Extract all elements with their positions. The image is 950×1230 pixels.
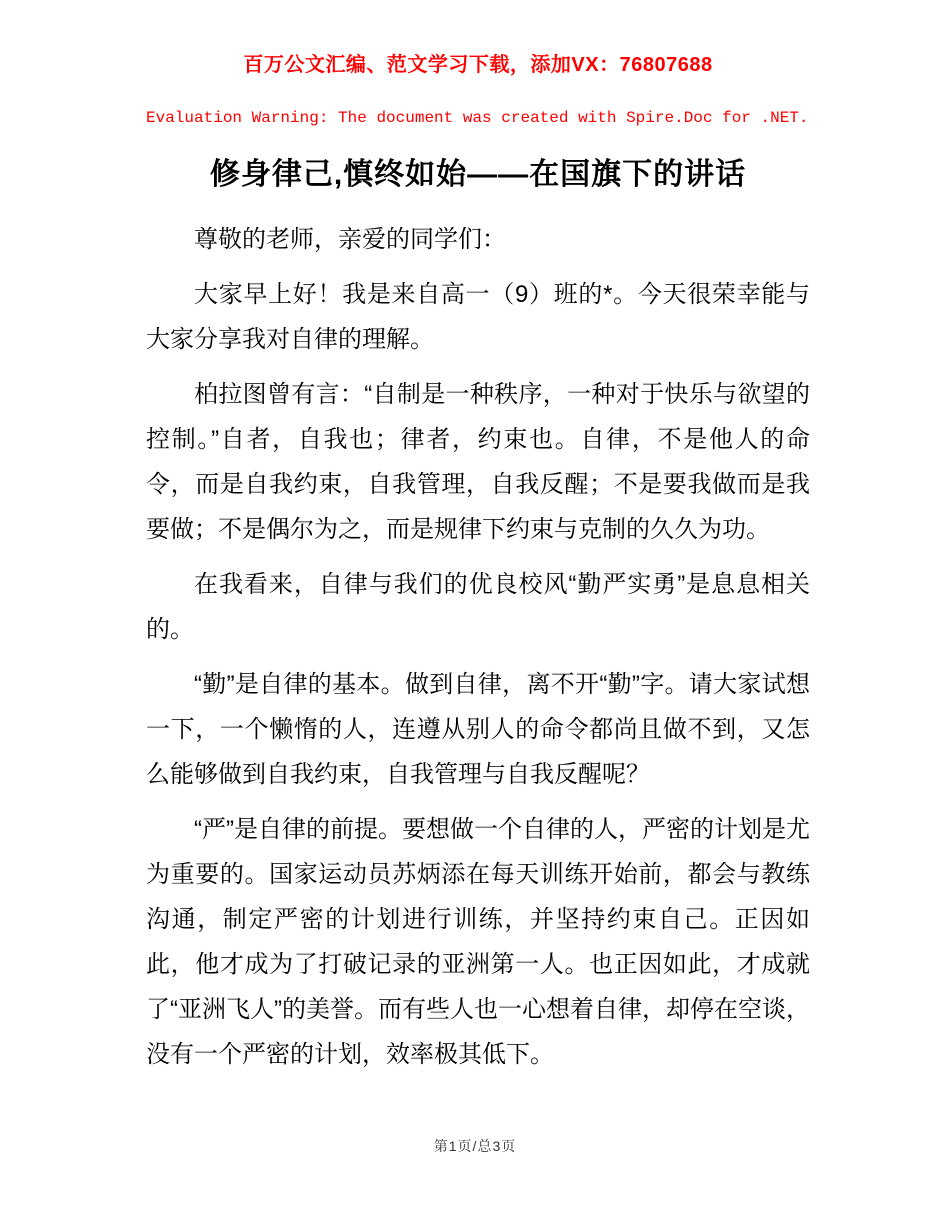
paragraph-school-motto: 在我看来，自律与我们的优良校风“勤严实勇”是息息相关的。 bbox=[146, 571, 810, 643]
paragraph-plato-quote: 柏拉图曾有言：“自制是一种秩序，一种对于快乐与欲望的控制。”自者，自我也；律者，约束也。自律，不是他人的命令，而是自我约束，自我管理，自我反醒；不是要我做而是我要做；不是偶尔为之，而是规律下约束与克制的久久为功。 bbox=[146, 381, 810, 543]
paragraph-intro: 大家早上好！我是来自高一（9）班的*。今天很荣幸能与大家分享我对自律的理解。 bbox=[146, 281, 810, 353]
document-title: 修身律己,慎终如始——在国旗下的讲话 bbox=[209, 158, 747, 191]
page-number-indicator: 第1页/总3页 bbox=[433, 1138, 517, 1154]
paragraph-diligence: “勤”是自律的基本。做到自律，离不开“勤”字。请大家试想一下，一个懒惰的人，连遵从别人的命令都尚且做不到，又怎么能够做到自我约束，自我管理与自我反醒呢？ bbox=[146, 671, 810, 788]
paragraph-strictness: “严”是自律的前提。要想做一个自律的人，严密的计划是尤为重要的。国家运动员苏炳添在每天训练开始前，都会与教练沟通，制定严密的计划进行训练，并坚持约束自己。正因如此，他才成为了打破记录的亚洲第一人。也正因如此，才成就了“亚洲飞人”的美誉。而有些人也一心想着自律，却停在空谈，没有一个严密的计划，效率极其低下。 bbox=[146, 816, 810, 1068]
paragraph-salutation: 尊敬的老师，亲爱的同学们： bbox=[194, 226, 506, 253]
document-body bbox=[146, 217, 810, 1077]
promo-notice: 百万公文汇编、范文学习下载，添加VX：76807688 bbox=[243, 54, 713, 76]
evaluation-warning: Evaluation Warning: The document was created with Spire.Doc for .NET. bbox=[146, 109, 809, 127]
